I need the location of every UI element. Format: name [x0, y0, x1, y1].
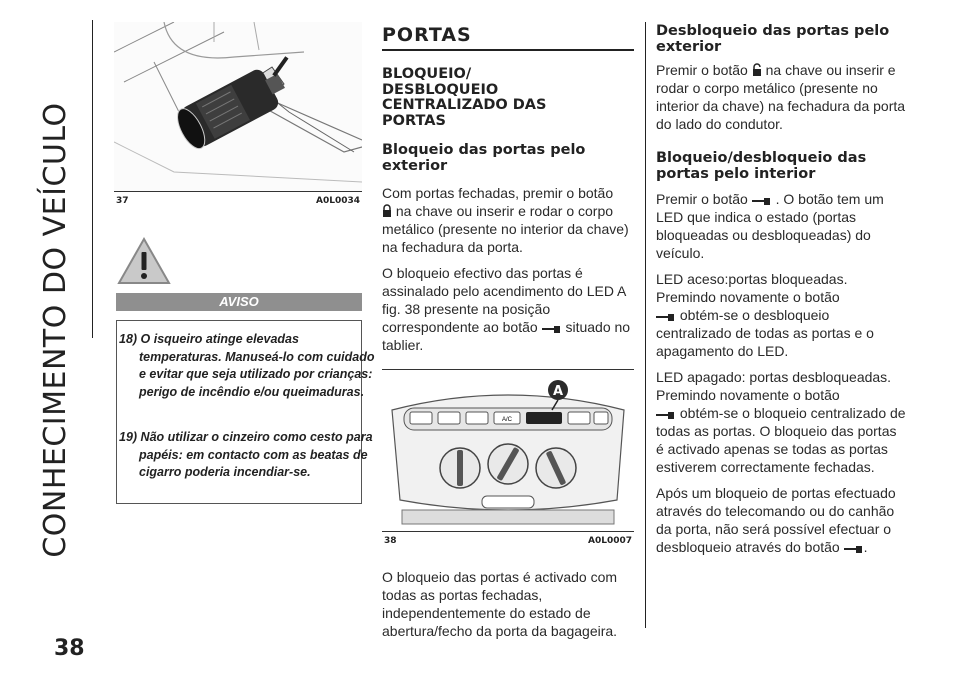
ac-button-label: A/C [501, 417, 513, 423]
paragraph: Premir o botão . O botão tem um LED que indica o estado (portas bloqueadas ou desbloqueadas) do veículo. [656, 191, 884, 261]
figure-38-caption [382, 531, 634, 550]
key-lock-icon [382, 204, 392, 218]
figure-code: A0L0034 [315, 196, 360, 206]
warning-item: 18) O isqueiro atinge elevadas temperaturas. Manuseá-lo com cuidado e evitar que seja utilizado por crianças: perigo de incêndio e/ou queimaduras. [119, 332, 375, 399]
extinguisher-illustration [114, 22, 362, 192]
central-lock-icon [844, 544, 864, 554]
central-lock-icon [542, 324, 562, 334]
side-divider [92, 20, 93, 338]
column-portas [382, 24, 634, 640]
central-lock-icon [656, 312, 676, 322]
section-side-title: CONHECIMENTO DO VEÍCULO [38, 102, 73, 558]
paragraph: Premir o botão na chave ou inserir e rodar o corpo metálico (presente no interior da chave) na fechadura da porta do lado do condutor. [656, 62, 906, 132]
figure-number: 38 [384, 536, 397, 546]
figure-37-caption [114, 191, 362, 210]
heading-exterior-lock: Bloqueio das portas pelo exterior [382, 142, 586, 174]
figure-38 [382, 369, 634, 550]
paragraph: LED apagado: portas desbloqueadas. Premindo novamente o botão obtém-se o bloqueio centralizado de todas as portas. O bloqueio das portas é activado apenas se todas as portas estiverem correctamente fechadas. [656, 369, 906, 475]
column-divider [645, 22, 646, 628]
paragraph: O bloqueio efectivo das portas é assinalado pelo acendimento do LED A fig. 38 presente na posição correspondente ao botão situado no tablier. [382, 265, 631, 353]
heading-exterior-unlock: Desbloqueio das portas pelo exterior [656, 23, 890, 55]
title-underline [382, 49, 634, 51]
paragraph: LED aceso:portas bloqueadas. Premindo novamente o botão obtém-se o desbloqueio centralizado de todas as portas e o apagamento do LED. [656, 271, 874, 359]
paragraph: Com portas fechadas, premir o botão na chave ou inserir e rodar o corpo metálico (presente no interior da chave) na fechadura da porta. [382, 185, 629, 255]
callout-a-label: A [552, 384, 564, 399]
subsection-title: BLOQUEIO/ DESBLOQUEIO CENTRALIZADO DAS PORTAS [382, 66, 547, 129]
figure-number: 37 [116, 196, 129, 206]
section-title: PORTAS [382, 24, 472, 46]
warning-triangle-icon [116, 236, 172, 286]
column-desbloqueio [656, 24, 908, 556]
figure-37 [114, 22, 362, 210]
central-lock-icon [656, 410, 676, 420]
paragraph: Após um bloqueio de portas efectuado através do telecomando ou do canhão da porta, não será possível efectuar o desbloqueio através do botão . [656, 485, 896, 555]
warning-title: AVISO [116, 293, 362, 311]
figure-code: A0L0007 [587, 536, 632, 546]
page-number: 38 [54, 636, 85, 661]
dashboard-illustration [382, 370, 634, 532]
warning-item: 19) Não utilizar o cinzeiro como cesto para papéis: em contacto com as beatas de cigarro poderia incendiar-se. [119, 430, 373, 480]
heading-interior: Bloqueio/desbloqueio das portas pelo interior [656, 150, 867, 182]
central-lock-icon [752, 196, 772, 206]
warning-box [116, 320, 375, 504]
key-unlock-icon [752, 63, 762, 77]
paragraph: O bloqueio das portas é activado com todas as portas fechadas, independentemente do estado de abertura/fecho da porta da bagageira. [382, 569, 618, 639]
